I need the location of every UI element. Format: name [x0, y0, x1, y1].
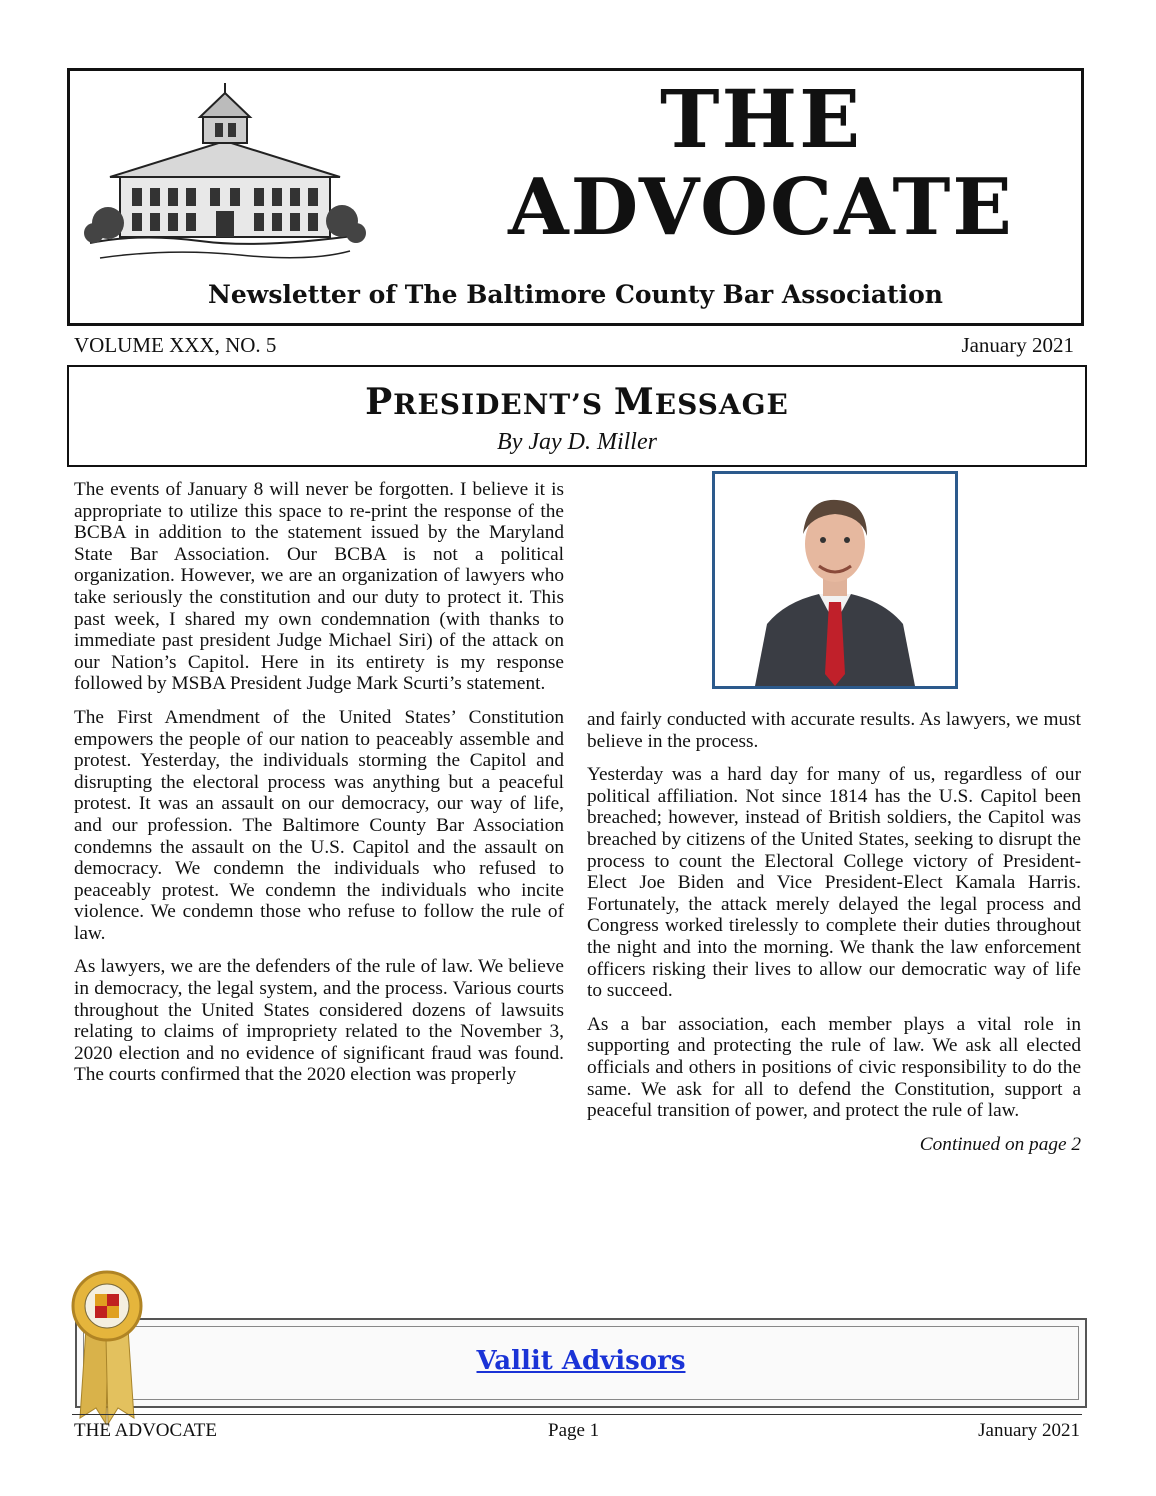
footer-date: January 2021	[978, 1420, 1080, 1441]
sponsor-banner	[75, 1318, 1087, 1408]
volume-number: VOLUME XXX, NO. 5	[74, 333, 277, 357]
portrait-image	[715, 474, 955, 686]
continued-note: Continued on page 2	[919, 1133, 1081, 1155]
newsletter-title	[441, 72, 1081, 253]
article-heading-box	[67, 365, 1087, 467]
issue-date: January 2021	[961, 333, 1074, 357]
footer-publication: THE ADVOCATE	[74, 1420, 218, 1441]
sponsor-link[interactable]: Vallit Advisors	[476, 1346, 686, 1376]
article-right-column	[587, 709, 1081, 1155]
paragraph: As lawyers, we are the defenders of the rule of law. We believe in democracy, the legal system, and the process. Various courts throughout the United States considered dozens of lawsuits relating to claims of impropriety related to the November 3, 2020 election and no evidence of significant fraud was found. The courts confirmed that the 2020 election was properly	[74, 956, 564, 1086]
masthead	[67, 68, 1084, 326]
award-seal-icon	[68, 1268, 146, 1428]
article-left-column	[74, 479, 564, 1098]
newsletter-subtitle: Newsletter of The Baltimore County Bar Association	[208, 280, 943, 309]
courthouse-illustration	[80, 83, 370, 273]
title-line-1: THE	[659, 72, 863, 166]
author-photo	[712, 471, 958, 689]
paragraph: The First Amendment of the United States’ Constitution empowers the people of our nation to peaceably assemble and protest. Yesterday, the individuals storming the Capitol and disrupting the electoral process was anything but a peaceful protest. It was an assault on our democracy, our way of life, and our profession. The Baltimore County Bar Association condemns the assault on the U.S. Capitol and the assault on democracy. We condemn the individuals who refused to peaceably protest. We condemn the individuals who incite violence. We condemn those who refuse to follow the rule of law.	[74, 706, 564, 944]
article-title	[69, 381, 1085, 423]
paragraph: Yesterday was a hard day for many of us, regardless of our political affiliation. Not since 1814 has the U.S. Capitol been breached; however, instead of British soldiers, the Capitol was breached by citizens of the United States, seeking to disrupt the process to count the Electoral College victory of President-Elect Joe Biden and Vice President-Elect Kamala Harris. Fortunately, the attack merely delayed the legal process and Congress worked tirelessly to complete their duties throughout the night and into the morning. We thank the law enforcement officers risking their lives to allow our democratic way of life to succeed.	[587, 764, 1081, 1002]
footer-divider	[72, 1414, 1082, 1415]
title-rest-1: RESIDENT’S	[393, 388, 614, 421]
article-byline: By Jay D. Miller	[497, 429, 657, 455]
title-cap-1: P	[365, 381, 394, 423]
title-rest-2: ESSAGE	[654, 388, 789, 421]
paragraph: As a bar association, each member plays a vital role in supporting and protecting the rule of law. We ask all elected officials and others in positions of civic responsibility to do the same. We ask for all to defend the Constitution, support a peaceful transition of power, and protect the rule of law.	[587, 1013, 1081, 1122]
title-cap-2: M	[613, 381, 655, 423]
footer-page-number: Page 1	[548, 1420, 600, 1441]
paragraph: The events of January 8 will never be forgotten. I believe it is appropriate to utilize this space to re-print the response of the BCBA in addition to the statement issued by the Maryland State Bar Association. Our BCBA is not a political organization. However, we are an organization of lawyers who take seriously the constitution and our duty to protect it. This past week, I shared my own condemnation (with thanks to immediate past president Judge Michael Siri) of the attack on our Nation’s Capitol. Here in its entirety is my response followed by MSBA President Judge Mark Scurti’s statement.	[74, 479, 564, 695]
paragraph: and fairly conducted with accurate results. As lawyers, we must believe in the process.	[587, 709, 1081, 752]
title-line-2: ADVOCATE	[508, 162, 1014, 253]
